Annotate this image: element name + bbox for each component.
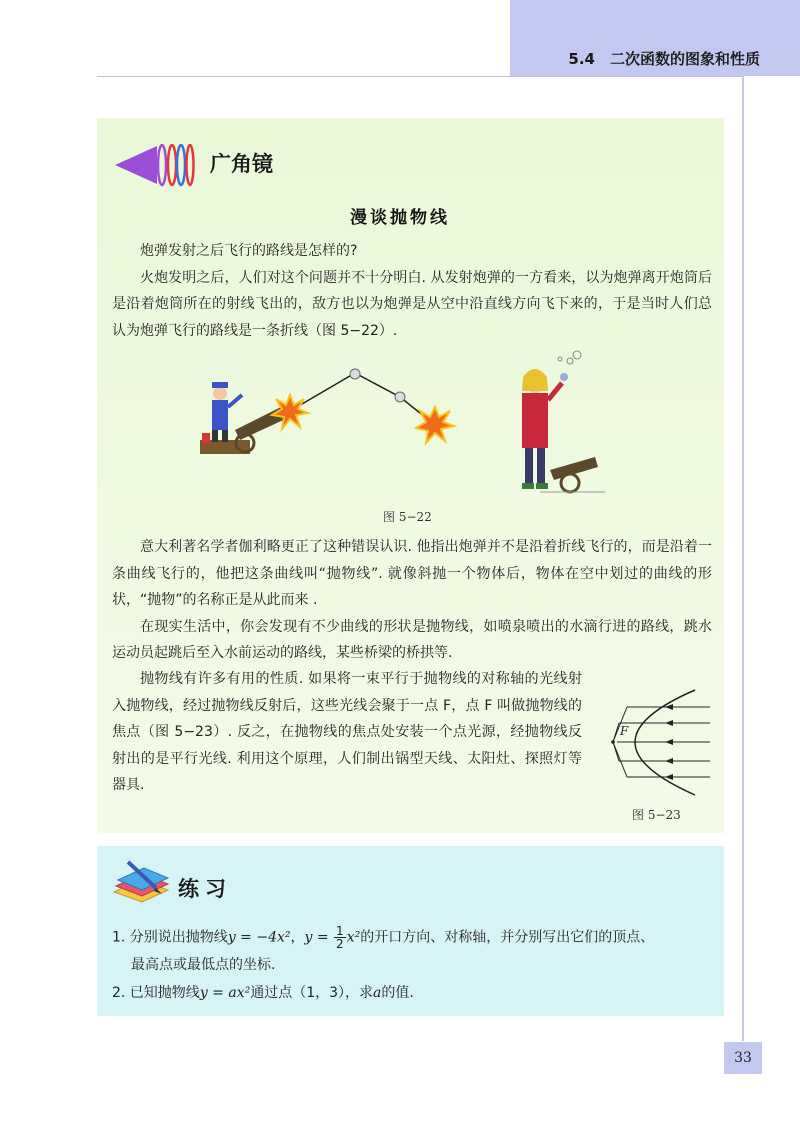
figure-parabola-reflection xyxy=(595,685,715,800)
soldier-figure xyxy=(200,382,250,454)
cannonball xyxy=(350,369,360,379)
equation: y = ax² xyxy=(199,985,251,1001)
focus-label: F xyxy=(620,724,629,738)
exercise-question-1-cont: 最高点或最低点的坐标. xyxy=(131,957,276,973)
question-text: 2. 已知抛物线 xyxy=(112,985,200,1001)
fraction-numerator: 1 xyxy=(336,924,344,938)
exercise-question-2 xyxy=(112,982,414,1004)
question-text: 1. 分别说出抛物线 xyxy=(112,929,228,946)
exercise-question-1 xyxy=(112,925,654,950)
figure-5-23-caption: 图 5−23 xyxy=(632,808,681,822)
exercise-heading: 练习 xyxy=(178,877,232,901)
broken-line-trajectory xyxy=(290,373,430,421)
article-body-middle xyxy=(112,534,712,667)
fraction-denominator: 2 xyxy=(336,937,344,951)
question-text: 通过点（1，3），求 xyxy=(250,985,374,1001)
paragraph: 抛物线有许多有用的性质. 如果将一束平行于抛物线的对称轴的光线射入抛物线，经过抛物线反射后，这些光线会聚于一点 F，点 F 叫做抛物线的焦点（图 5−23）. 反之，在抛物线的焦点处安装一个点光源，经抛物线反射出的是平行光线. 利用这个原理，人们制出锅型天线、太阳灶、探照灯等器具. xyxy=(112,671,582,793)
section-title: 5.4 二次函数的图象和性质 xyxy=(568,50,760,68)
question-text: 的开口方向、对称轴，并分别写出它们的顶点、 xyxy=(360,929,655,946)
books-pencil-icon xyxy=(110,858,172,906)
equation: x² xyxy=(346,929,361,946)
explosion xyxy=(272,395,308,429)
equation: y = −4x² xyxy=(227,929,291,946)
paragraph: 意大利著名学者伽利略更正了这种错误认识. 他指出炮弹并不是沿着折线飞行的，而是沿着一条曲线飞行的，他把这条曲线叫“抛物线”. 就像斜抛一个物体后，物体在空中划过的曲线的形状，“抛物”的名称正是从此而来 . xyxy=(112,539,712,608)
figure-5-22-caption: 图 5−22 xyxy=(383,510,432,524)
cannonball xyxy=(395,392,405,402)
article-body-top xyxy=(112,238,712,344)
question-text: ， xyxy=(290,929,305,946)
paragraph: 在现实生活中，你会发现有不少曲线的形状是抛物线，如喷泉喷出的水滴行进的路线，跳水运动员起跳后至入水前运动的路线，某些桥梁的桥拱等. xyxy=(112,618,712,661)
paragraph: 火炮发明之后，人们对这个问题并不十分明白. 从发射炮弹的一方看来，以为炮弹离开炮筒后是沿着炮筒所在的射线飞出的，敌方也以为炮弹是从空中沿直线方向飞下来的，于是当时人们总认为炮弹飞行的路线是一条折线（图 5−22）. xyxy=(112,269,712,339)
article-title: 漫谈抛物线 xyxy=(350,208,450,228)
page-number: 33 xyxy=(724,1042,762,1074)
equation: y = xyxy=(304,929,334,946)
paragraph: 炮弹发射之后飞行的路线是怎样的? xyxy=(140,243,358,259)
fraction-one-half xyxy=(334,925,346,950)
figure-cannon-illustration xyxy=(190,345,610,500)
wide-angle-heading: 广角镜 xyxy=(210,152,273,176)
question-text: 的值. xyxy=(381,985,414,1001)
article-body-bottom xyxy=(112,666,582,799)
focus-point xyxy=(611,740,615,744)
header-rule xyxy=(97,76,742,77)
explosion xyxy=(416,407,454,443)
cannon xyxy=(540,457,605,492)
variable: a xyxy=(373,985,382,1001)
wide-angle-lens-icon xyxy=(113,140,195,190)
